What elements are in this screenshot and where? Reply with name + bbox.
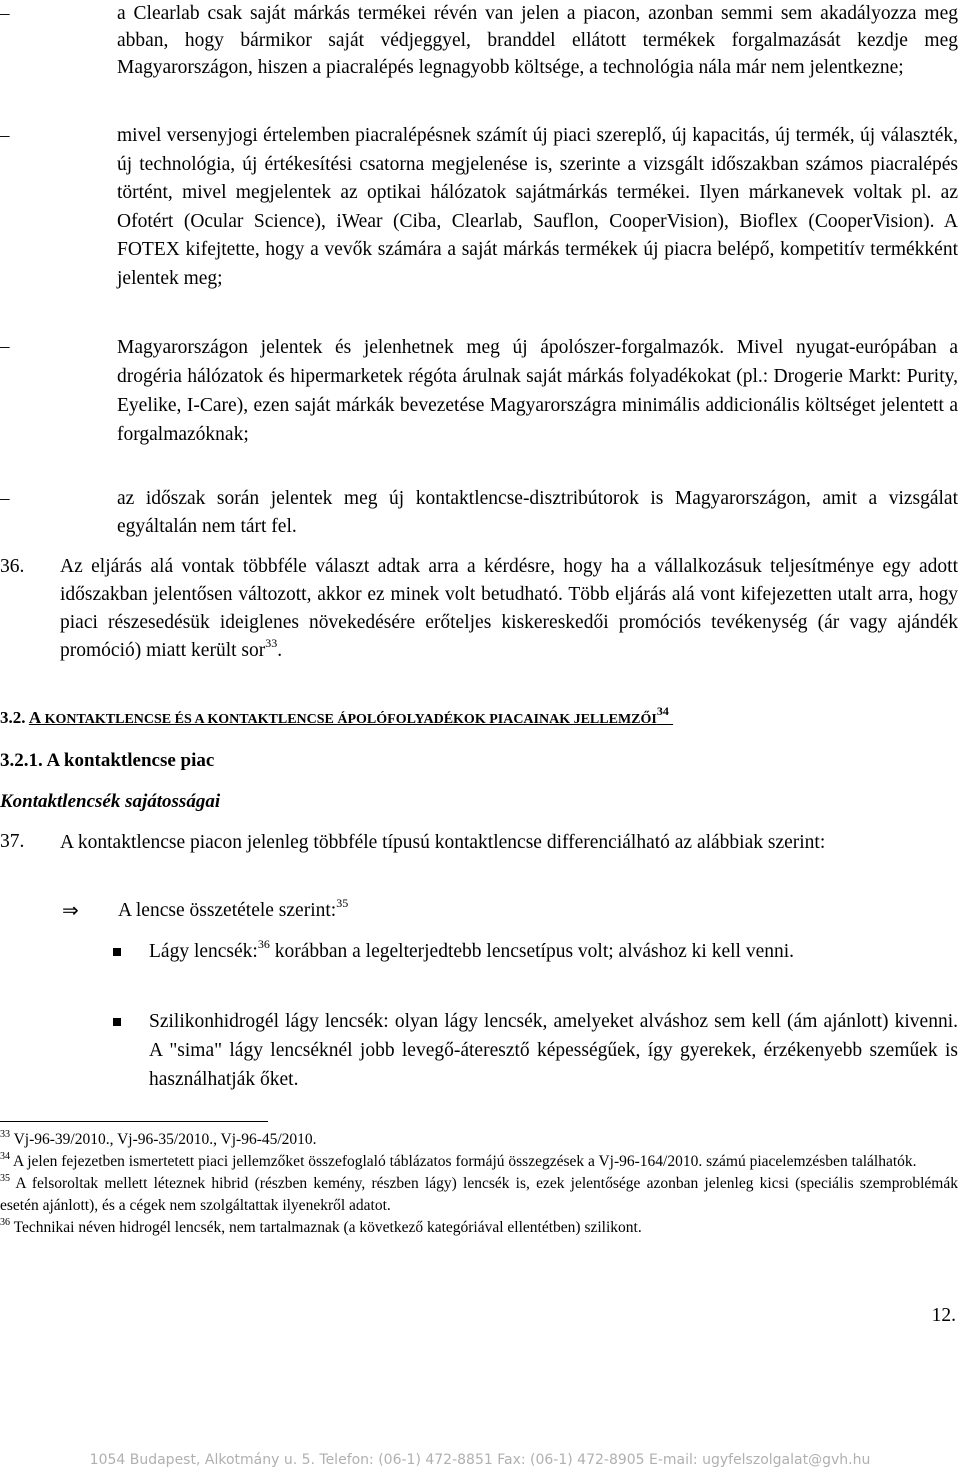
section-title-rest: KONTAKTLENCSE ÉS A KONTAKTLENCSE ÁPOLÓFOLYADÉKOK PIACAINAK JELLEMZŐI bbox=[41, 712, 657, 727]
list-item bbox=[0, 0, 958, 81]
footnote-ref: 33 bbox=[265, 636, 278, 650]
dash-bullet: – bbox=[0, 488, 10, 509]
bullet-item-text bbox=[149, 937, 958, 966]
page-footer: 1054 Budapest, Alkotmány u. 5. Telefon: (06-1) 472-8851 Fax: (06-1) 472-8905 E-mail: ugyfelszolgalat@gvh.hu bbox=[89, 1452, 871, 1468]
list-item bbox=[0, 485, 958, 541]
footnote-ref: 35 bbox=[336, 896, 349, 910]
page-number: 12. bbox=[931, 1305, 956, 1326]
bullet-item bbox=[0, 1007, 958, 1094]
footnote bbox=[0, 1129, 958, 1151]
footnote bbox=[0, 1173, 958, 1217]
subsection-heading: 3.2.1. A kontaktlencse piac bbox=[0, 750, 215, 771]
dash-bullet: – bbox=[0, 3, 10, 24]
footnote-text: Vj-96-39/2010., Vj-96-35/2010., Vj-96-45/2010. bbox=[10, 1131, 317, 1148]
paragraph-text: A kontaktlencse piacon jelenleg többféle típusú kontaktlencse differenciálható az alábbiak szerint: bbox=[60, 832, 826, 853]
paragraph-number: 36. bbox=[0, 556, 25, 577]
bullet-item-text: Szilikonhidrogél lágy lencsék: olyan lágy lencsék, amelyeket alváshoz sem kell (ám ajánlott) kivenni. A "sima" lágy lencséknél jobb levegő-áteresztő képességűek, így gyerekek, érzékenyebb szeműek is használhatják őket. bbox=[149, 1011, 958, 1090]
footnote-number: 33 bbox=[0, 1129, 10, 1140]
footnote-number: 35 bbox=[0, 1173, 10, 1184]
list-item-text: mivel versenyjogi értelemben piacralépésnek számít új piaci szereplő, új kapacitás, új termék, új választék, új technológia, új értékesítési csatorna megjelenése is, szerinte a vizsgált időszakban számos piacralépés történt, mivel megjelentek az optikai hálózatok sajátmárkás termékei. Ilyen márkanevek voltak pl. az Ofotért (Ocular Science), iWear (Ciba, Clearlab, Sauflon, CooperVision), Bioflex (CooperVision). A FOTEX kifejtette, hogy a vevők számára a saját márkás termékek új piacra belépő, kompetitív termékként jelentek meg; bbox=[117, 125, 958, 289]
footnote bbox=[0, 1151, 958, 1173]
list-item-text: Magyarországon jelentek és jelenhetnek meg új ápolószer-forgalmazók. Mivel nyugat-európában a drogéria hálózatok és hipermarketek régóta árulnak saját márkás folyadékokat (pl.: Drogerie Markt: Purity, Eyelike, I-Care), ezen saját márkák bevezetése Magyarországra minimális addicionális költséget jelentett a forgalmazóknak; bbox=[117, 337, 958, 445]
footnote-ref: 36 bbox=[257, 937, 270, 951]
paragraph-end: . bbox=[277, 640, 283, 661]
footnote bbox=[0, 1217, 958, 1239]
italic-heading: Kontaktlencsék sajátosságai bbox=[0, 791, 221, 812]
list-item-text: a Clearlab csak saját márkás termékei révén van jelen a piacon, azonban semmi sem akadályozza meg abban, hogy bármikor saját védjeggyel, branddel ellátott termékek forgalmazását kezdje meg Magyarországon, hiszen a piacralépés legnagyobb költsége, a technológia nála már nem jelentkezne; bbox=[117, 3, 958, 78]
list-item bbox=[0, 333, 958, 449]
paragraph-text bbox=[60, 553, 958, 665]
footnote-text: A felsoroltak mellett léteznek hibrid (részben kemény, részben lágy) lencsék is, ezek jelentősége azonban jelenleg kicsi (speciális szemproblémák esetén ajánlott), és a cégek nem szolgáltattak ilyenekről adatot. bbox=[0, 1175, 958, 1214]
square-bullet-icon bbox=[113, 948, 121, 956]
section-title-initial: A bbox=[28, 708, 42, 727]
footnote-ref: 34 bbox=[656, 704, 669, 718]
section-title bbox=[28, 704, 673, 727]
paragraph-body: Az eljárás alá vontak többféle választ adtak arra a kérdésre, hogy ha a vállalkozásuk teljesítménye egy adott időszakban jelentősen változott, akkor ez minek volt betudható. Több eljárás alá vont kifejezetten utalt arra, hogy piaci részesedésük ideiglenes növekedésére erőteljes kiskereskedői promóciós tevékenység (ár vagy ajándék promóció) miatt került sor bbox=[60, 556, 958, 661]
bullet-lead: Lágy lencsék: bbox=[149, 941, 258, 962]
list-item bbox=[0, 122, 958, 293]
footnote-number: 36 bbox=[0, 1217, 10, 1228]
arrow-item-text bbox=[118, 897, 958, 925]
section-number: 3.2. bbox=[0, 708, 29, 727]
paragraph-number: 37. bbox=[0, 831, 25, 852]
list-item-text: az időszak során jelentek meg új kontaktlencse-disztribútorok is Magyarországon, amit a vizsgálat egyáltalán nem tárt fel. bbox=[117, 488, 958, 537]
footnote-text: Technikai néven hidrogél lencsék, nem tartalmaznak (a következő kategóriával ellentétben) szilikont. bbox=[10, 1219, 642, 1236]
footnote-text: A jelen fejezetben ismertetett piaci jellemzőket összefoglaló táblázatos formájú összegzések a Vj-96-164/2010. számú piacelemzésben találhatók. bbox=[10, 1153, 917, 1170]
paragraph-37 bbox=[0, 828, 958, 857]
bullet-body: korábban a legelterjedtebb lencsetípus volt; alváshoz ki kell venni. bbox=[269, 941, 795, 962]
footnote-separator bbox=[0, 1121, 268, 1122]
double-arrow-icon: ⇒ bbox=[62, 900, 79, 922]
footnotes bbox=[0, 1129, 958, 1239]
paragraph-36 bbox=[0, 553, 958, 665]
arrow-list-item bbox=[0, 897, 958, 925]
square-bullet-icon bbox=[113, 1018, 121, 1026]
dash-bullet: – bbox=[0, 336, 10, 357]
bullet-item bbox=[0, 937, 958, 966]
section-heading bbox=[0, 706, 673, 732]
footnote-number: 34 bbox=[0, 1151, 10, 1162]
arrow-item-label: A lencse összetétele szerint: bbox=[118, 900, 337, 921]
dash-bullet: – bbox=[0, 125, 10, 146]
